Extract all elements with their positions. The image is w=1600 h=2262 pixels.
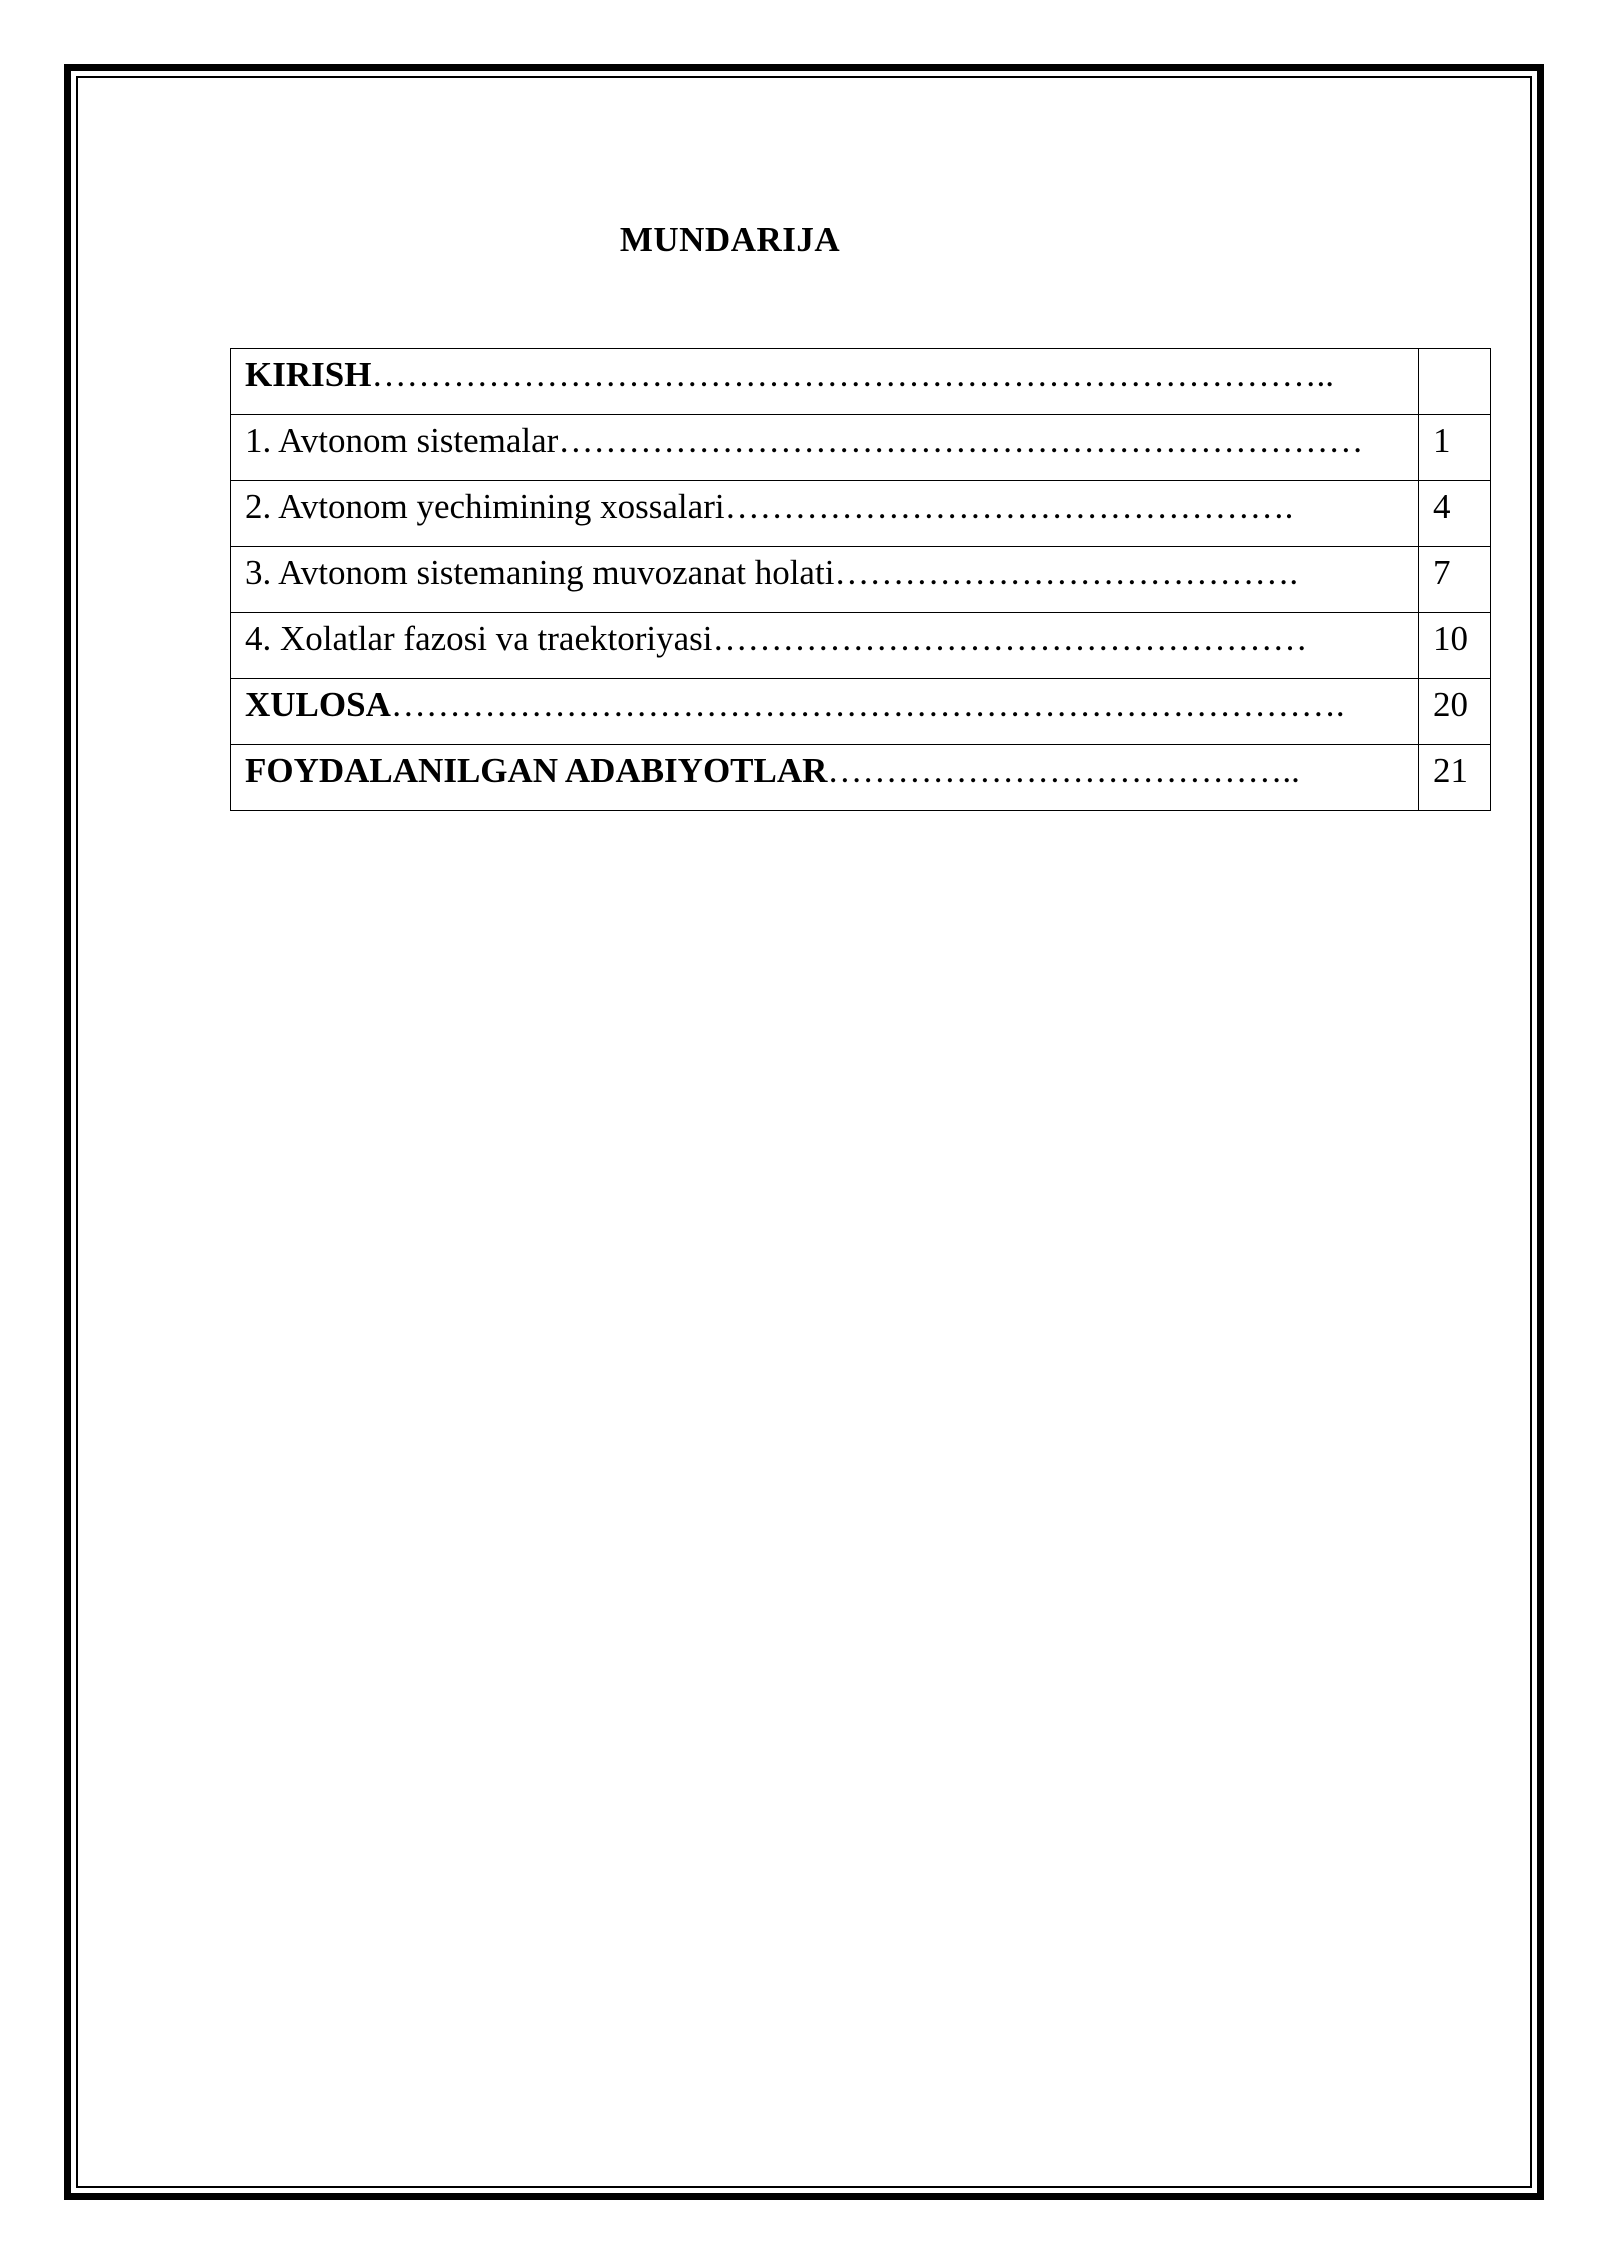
toc-entry-label: XULOSA [245,685,391,724]
toc-entry [231,679,1419,745]
toc-entry [231,349,1419,415]
toc-entry-label: 4. Xolatlar fazosi va traektoriyasi [245,619,713,658]
toc-entry-label: FOYDALANILGAN ADABIYOTLAR [245,751,828,790]
page-title: MUNDARIJA [619,220,841,259]
toc-row [231,679,1491,745]
toc-entry-leader: …………………………………………………………… [558,421,1364,460]
toc-page-number: 1 [1419,415,1491,481]
toc-row [231,481,1491,547]
toc-entry-leader: ……………………………………………………………………….. [371,355,1334,394]
toc-entry [231,613,1419,679]
toc-entry-label: 1. Avtonom sistemalar [245,421,559,460]
toc-entry [231,481,1419,547]
toc-row [231,415,1491,481]
toc-entry [231,745,1419,811]
toc-page-number: 10 [1419,613,1491,679]
toc-entry-leader: …………………………………. [834,553,1299,592]
toc-entry-leader: …………………………………………… [712,619,1308,658]
toc-row [231,745,1491,811]
toc-entry-label: 2. Avtonom yechimining xossalari [245,487,725,526]
toc-page-number: 7 [1419,547,1491,613]
toc-row [231,547,1491,613]
toc-page-number [1419,349,1491,415]
table-of-contents [230,348,1491,811]
toc-entry-label: 3. Avtonom sistemaning muvozanat holati [245,553,835,592]
toc-entry-label: KIRISH [245,355,372,394]
toc-page-number: 21 [1419,745,1491,811]
toc-page-number: 20 [1419,679,1491,745]
toc-entry-leader: …………………………………………. [724,487,1294,526]
toc-entry [231,547,1419,613]
toc-entry-leader: ………………………………………………………………………. [390,685,1345,724]
toc-entry-leader: ………………………………….. [827,751,1300,790]
toc-entry [231,415,1419,481]
toc-row [231,613,1491,679]
toc-row [231,349,1491,415]
toc-page-number: 4 [1419,481,1491,547]
